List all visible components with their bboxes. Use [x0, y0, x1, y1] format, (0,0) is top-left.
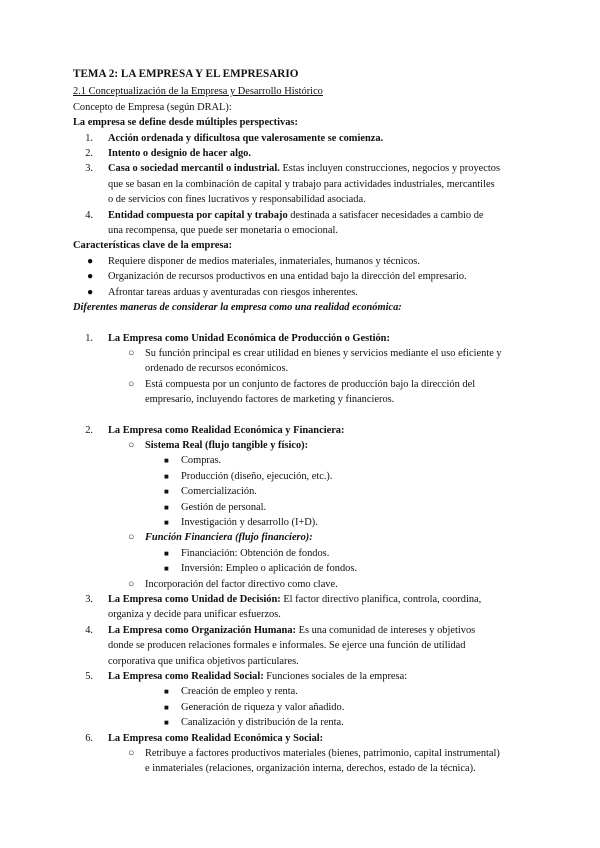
bullet-square-icon: ■	[164, 456, 169, 466]
way-item-1: 1. La Empresa como Unidad Económica de Producción o Gestión:	[85, 332, 390, 344]
list-item: ■ Financiación: Obtención de fondos.	[73, 546, 540, 561]
bullet-circle-icon: ○	[128, 378, 135, 390]
perspectives-heading: La empresa se define desde múltiples perspectivas:	[73, 117, 298, 129]
bullet-square-icon: ■	[164, 564, 169, 574]
way-item-6: 6. La Empresa como Realidad Económica y Social:	[85, 732, 324, 744]
way-item-3: 3. La Empresa como Unidad de Decisión: El factor directivo planifica, controla, coordina, organiza y decide para unificar esfuerzos.	[85, 594, 482, 621]
characteristic-item: ● Requiere disponer de medios materiales, inmateriales, humanos y técnicos.	[73, 254, 540, 269]
section-subtitle: 2.1 Conceptualización de la Empresa y Desarrollo Histórico	[73, 86, 323, 98]
bullet-disc-icon: ●	[87, 255, 94, 267]
bullet-square-icon: ■	[164, 548, 169, 558]
bullet-circle-icon: ○	[128, 347, 135, 359]
list-item: ○ Incorporación del factor directivo como clave.	[73, 577, 540, 592]
list-item: ■ Investigación y desarrollo (I+D).	[73, 515, 540, 530]
perspective-item: 2. Intento o designio de hacer algo.	[85, 148, 251, 160]
way-item-5: 5. La Empresa como Realidad Social: Funciones sociales de la empresa:	[85, 671, 408, 683]
bullet-disc-icon: ●	[87, 286, 94, 298]
bullet-square-icon: ■	[164, 517, 169, 527]
list-item: ■ Comercialización.	[73, 484, 540, 499]
ways-heading: Diferentes maneras de considerar la empresa como una realidad económica:	[73, 302, 402, 314]
list-item: ○ Su función principal es crear utilidad en bienes y servicios mediante el uso eficiente y ordenado de recursos económicos.	[128, 347, 502, 375]
bullet-square-icon: ■	[164, 702, 169, 712]
list-item: ■ Producción (diseño, ejecución, etc.).	[73, 469, 540, 484]
bullet-circle-icon: ○	[128, 578, 135, 590]
concept-line: Concepto de Empresa (según DRAL):	[73, 101, 232, 113]
bullet-circle-icon: ○	[128, 439, 135, 451]
characteristic-item: ● Afrontar tareas arduas y aventuradas con riesgos inherentes.	[73, 285, 540, 300]
list-item: ■ Gestión de personal.	[73, 500, 540, 515]
page-title: TEMA 2: LA EMPRESA Y EL EMPRESARIO	[73, 68, 299, 80]
perspective-item: 3. Casa o sociedad mercantil o industrial. Estas incluyen construcciones, negocios y proyectos que se basan en la combinación de capital y trabajo para actividades industriales, mercantiles o de servicios con fines lucrativos y responsabilidad asociada.	[85, 163, 501, 206]
bullet-circle-icon: ○	[128, 748, 135, 760]
way-item-2: 2. La Empresa como Realidad Económica y Financiera:	[85, 424, 345, 436]
characteristics-heading: Características clave de la empresa:	[73, 240, 233, 252]
bullet-square-icon: ■	[164, 471, 169, 481]
bullet-disc-icon: ●	[87, 271, 94, 283]
list-item: ○ Retribuye a factores productivos materiales (bienes, patrimonio, capital instrumental) e inmateriales (relaciones, organización interna, derechos, estado de la técnica).	[128, 748, 500, 775]
list-item: ○ Sistema Real (flujo tangible y físico):	[73, 438, 540, 453]
bullet-square-icon: ■	[164, 487, 169, 497]
list-item: ○ Función Financiera (flujo financiero):	[73, 530, 540, 545]
list-item: ○ Está compuesta por un conjunto de factores de producción bajo la dirección del empresario, incluyendo factores de marketing y financieros.	[128, 378, 476, 406]
bullet-circle-icon: ○	[128, 532, 135, 544]
list-item: ■ Generación de riqueza y valor añadido.	[73, 700, 540, 715]
list-item: ■ Canalización y distribución de la renta.	[73, 715, 540, 730]
list-item: ■ Inversión: Empleo o aplicación de fondos.	[73, 561, 540, 576]
list-item: ■ Compras.	[73, 453, 540, 468]
characteristic-item: ● Organización de recursos productivos en una entidad bajo la dirección del empresario.	[73, 269, 540, 284]
bullet-square-icon: ■	[164, 687, 169, 697]
way-item-4: 4. La Empresa como Organización Humana: Es una comunidad de intereses y objetivos donde se producen relaciones formales e informales. Se ejerce una función de utilidad corporativa que unifica objetivos particulares.	[85, 624, 476, 667]
perspective-item: 1. Acción ordenada y dificultosa que valerosamente se comienza.	[85, 132, 384, 144]
perspective-item: 4. Entidad compuesta por capital y trabajo destinada a satisfacer necesidades a cambio de una recompensa, que puede ser monetaria o emocional.	[85, 209, 484, 237]
list-item: ■ Creación de empleo y renta.	[73, 684, 540, 699]
bullet-square-icon: ■	[164, 718, 169, 728]
bullet-square-icon: ■	[164, 502, 169, 512]
